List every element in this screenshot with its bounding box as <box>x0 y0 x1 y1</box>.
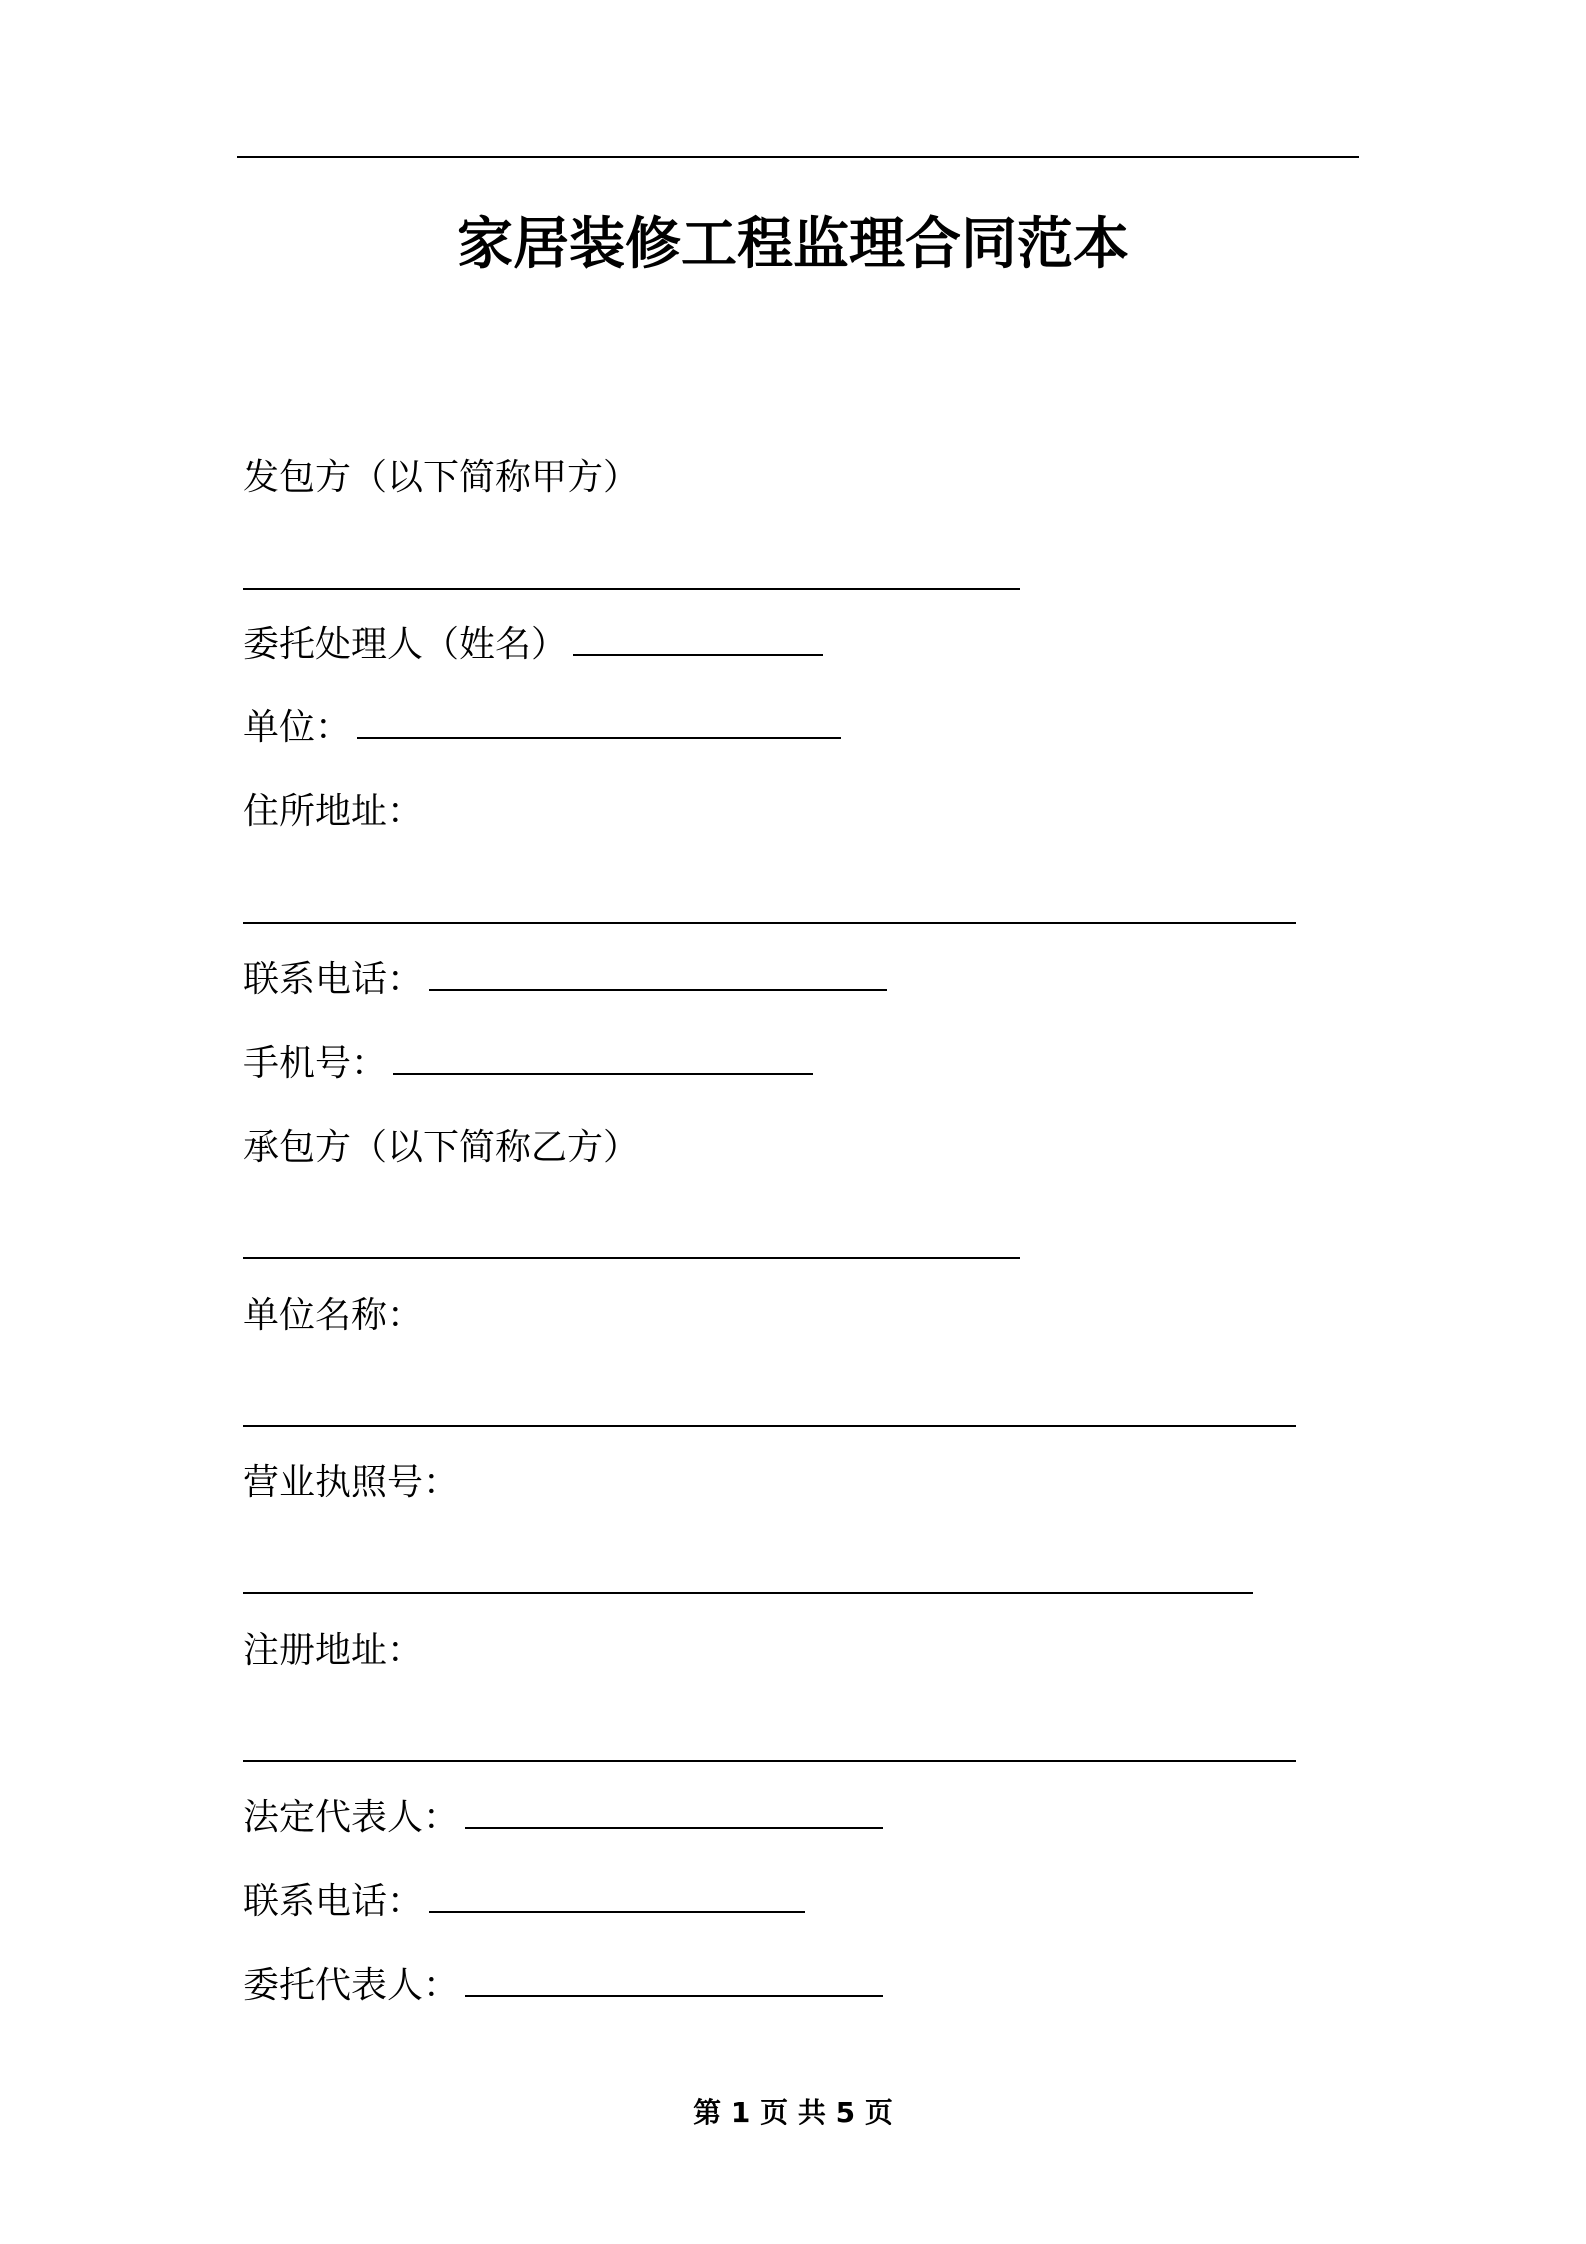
phone-a-row <box>243 955 887 1005</box>
agent-name-blank[interactable] <box>573 620 823 656</box>
license-label: 营业执照号： <box>243 1462 460 1503</box>
unit-blank[interactable] <box>357 703 841 739</box>
phone-b-blank[interactable] <box>429 1877 805 1913</box>
party-b-heading: 承包方（以下简称乙方） <box>243 1127 640 1168</box>
authorized-rep-label: 委托代表人： <box>243 1965 460 2006</box>
party-b-name-blank[interactable] <box>243 1257 1020 1259</box>
legal-rep-label: 法定代表人： <box>243 1797 460 1838</box>
mobile-label: 手机号： <box>243 1043 388 1084</box>
registered-address-blank[interactable] <box>243 1760 1296 1762</box>
mobile-blank[interactable] <box>393 1039 813 1075</box>
license-blank[interactable] <box>243 1592 1253 1594</box>
unit-name-blank[interactable] <box>243 1425 1296 1427</box>
party-a-heading: 发包方（以下简称甲方） <box>243 457 640 498</box>
document-title: 家居装修工程监理合同范本 <box>457 212 1129 277</box>
agent-name-row <box>243 620 823 670</box>
page-indicator: 第 1 页 共 5 页 <box>693 2096 893 2129</box>
unit-label: 单位： <box>243 707 352 748</box>
registered-address-label: 注册地址： <box>243 1630 424 1671</box>
phone-b-label: 联系电话： <box>243 1881 424 1922</box>
legal-rep-row <box>243 1793 883 1843</box>
unit-name-label: 单位名称： <box>243 1295 424 1336</box>
legal-rep-blank[interactable] <box>465 1793 883 1829</box>
agent-name-label: 委托处理人（姓名） <box>243 624 568 665</box>
mobile-row <box>243 1039 813 1089</box>
party-a-name-blank[interactable] <box>243 588 1020 590</box>
address-label: 住所地址： <box>243 791 424 832</box>
unit-row <box>243 703 841 753</box>
address-blank[interactable] <box>243 922 1296 924</box>
authorized-rep-row <box>243 1961 883 2011</box>
phone-a-label: 联系电话： <box>243 959 424 1000</box>
phone-b-row <box>243 1877 805 1927</box>
phone-a-blank[interactable] <box>429 955 887 991</box>
authorized-rep-blank[interactable] <box>465 1961 883 1997</box>
header-rule <box>237 156 1359 158</box>
